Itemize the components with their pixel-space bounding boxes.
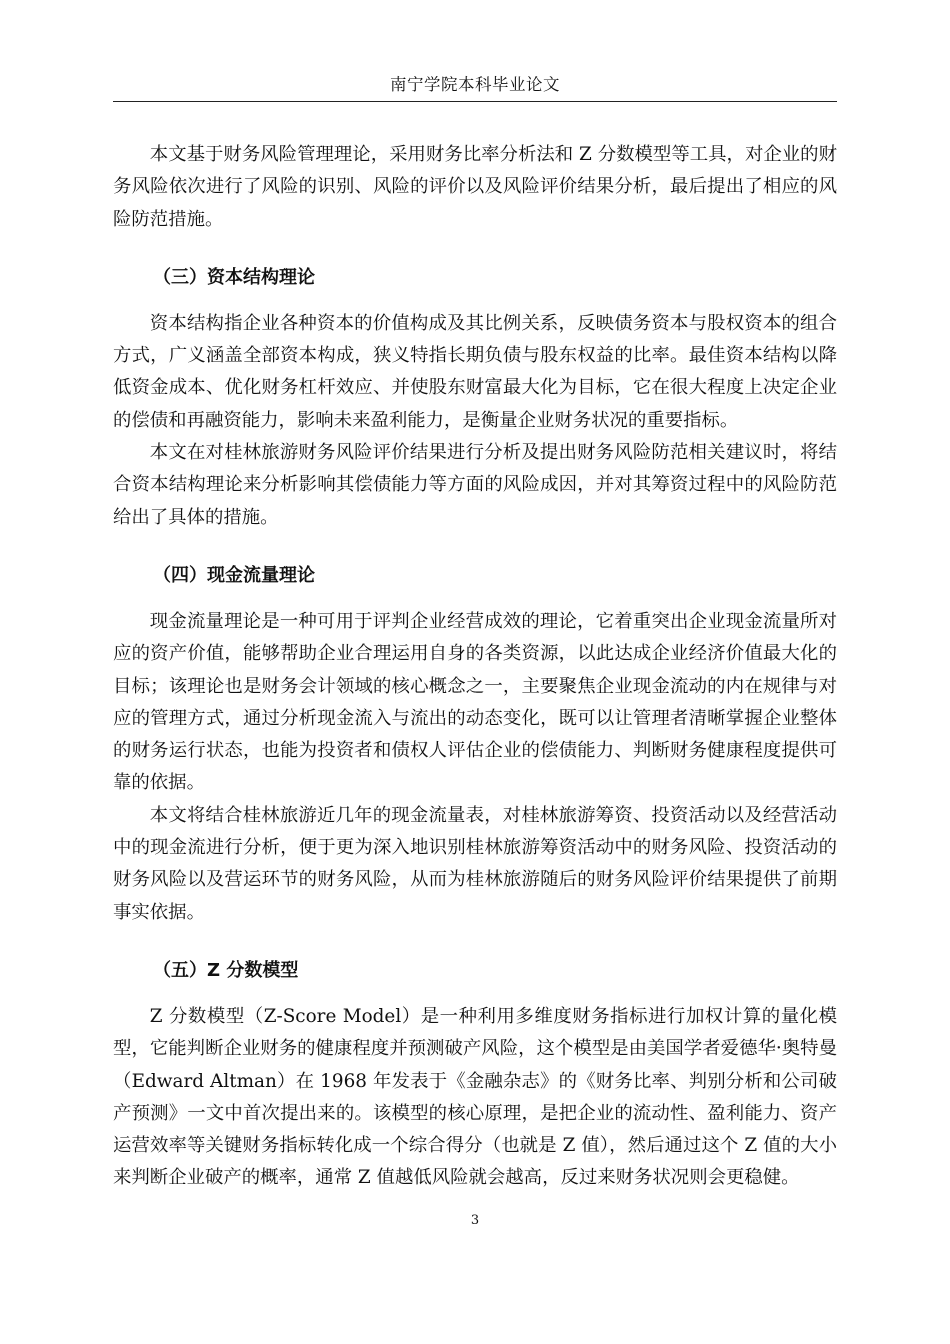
spacer — [113, 592, 837, 606]
paragraph-capital-structure-definition: 资本结构指企业各种资本的价值构成及其比例关系，反映债务资本与股权资本的组合方式，广义涵盖全部资本构成，狭义特指长期负债与股东权益的比率。最佳资本结构以降低资金成本、优化财务杠杆效应、并使股东财富最大化为目标，它在很大程度上决定企业的偿债和再融资能力，影响未来盈利能力，是衡量企业财务状况的重要指标。 — [113, 312, 837, 431]
section-heading-cash-flow: （四）现金流量理论 — [153, 564, 315, 586]
section-heading-capital-structure: （三）资本结构理论 — [153, 266, 315, 288]
paragraph-capital-structure-application: 本文在对桂林旅游财务风险评价结果进行分析及提出财务风险防范相关建议时，将结合资本结构理论来分析影响其偿债能力等方面的风险成因，并对其筹资过程中的风险防范给出了具体的措施。 — [113, 442, 837, 528]
section-heading-z-score: （五）Z 分数模型 — [153, 959, 299, 981]
paragraph-cash-flow-application: 本文将结合桂林旅游近几年的现金流量表，对桂林旅游筹资、投资活动以及经营活动中的现金流进行分析，便于更为深入地识别桂林旅游筹资活动中的财务风险、投资活动的财务风险以及营运环节的财务风险，从而为桂林旅游随后的财务风险评价结果提供了前期事实依据。 — [113, 804, 837, 923]
page-body — [113, 139, 837, 1195]
running-header: 南宁学院本科毕业论文 — [390, 75, 560, 94]
spacer — [113, 294, 837, 308]
spacer — [113, 987, 837, 1001]
spacer — [113, 236, 837, 262]
header-rule — [113, 101, 837, 102]
paragraph-intro: 本文基于财务风险管理理论，采用财务比率分析法和 Z 分数模型等工具，对企业的财务风险依次进行了风险的识别、风险的评价以及风险评价结果分析，最后提出了相应的风险防范措施。 — [113, 144, 837, 230]
paragraph-cash-flow-definition: 现金流量理论是一种可用于评判企业经营成效的理论，它着重突出企业现金流量所对应的资产价值，能够帮助企业合理运用自身的各类资源，以此达成企业经济价值最大化的目标；该理论也是财务会计领域的核心概念之一，主要聚焦企业现金流动的内在规律与对应的管理方式，通过分析现金流入与流出的动态变化，既可以让管理者清晰掌握企业整体的财务运行状态，也能为投资者和债权人评估企业的偿债能力、判断财务健康程度提供可靠的依据。 — [113, 610, 837, 794]
paragraph-z-score-model: Z 分数模型（Z-Score Model）是一种利用多维度财务指标进行加权计算的量化模型，它能判断企业财务的健康程度并预测破产风险，这个模型是由美国学者爱德华·奥特曼（Edward Altman）在 1968 年发表于《金融杂志》的《财务比率、判别分析和公司破产预测》一文中首次提出来的。该模型的核心原理，是把企业的流动性、盈利能力、资产运营效率等关键财务指标转化成一个综合得分（也就是 Z 值），然后通过这个 Z 值的大小来判断企业破产的概率，通常 Z 值越低风险就会越高，反过来财务状况则会更稳健。 — [113, 1005, 837, 1189]
spacer — [113, 929, 837, 955]
spacer — [113, 534, 837, 560]
page-number: 3 — [470, 1213, 480, 1228]
